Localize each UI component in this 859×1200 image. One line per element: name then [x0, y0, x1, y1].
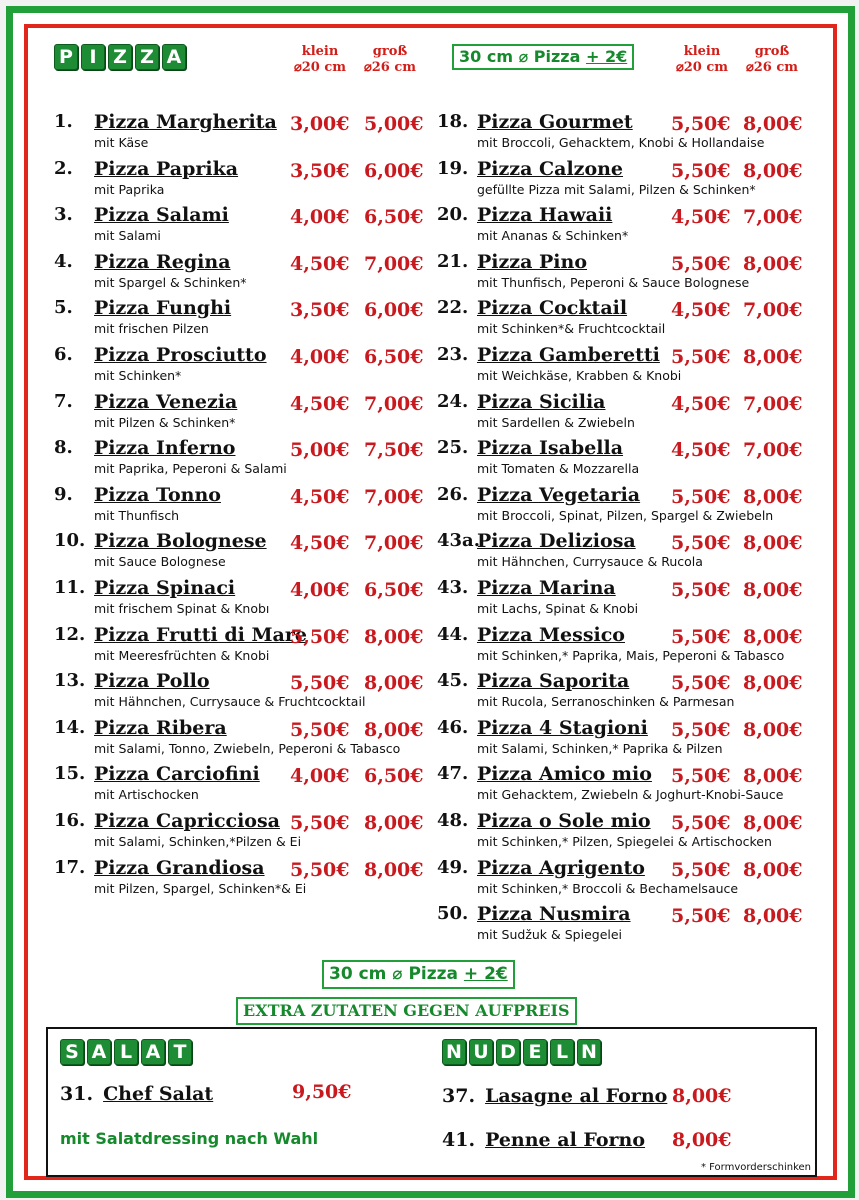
- item-name: Pizza Amico mio: [477, 763, 652, 786]
- menu-item: [437, 251, 827, 297]
- price-small: 5,50€: [671, 252, 731, 275]
- item-name: Pizza Sicilia: [477, 390, 606, 413]
- size-large-header-left: groß ⌀26 cm: [363, 44, 417, 75]
- price-large: 7,00€: [743, 439, 803, 462]
- menu-item: [54, 251, 434, 297]
- price-large: 7,00€: [743, 299, 803, 322]
- title-letter-tile: N: [442, 1039, 466, 1065]
- item-description: mit Pilzen & Schinken*: [94, 414, 236, 430]
- promo-label-top: 30 cm ⌀ Pizza + 2€: [452, 44, 634, 70]
- item-name: Pizza Margherita: [94, 111, 277, 133]
- price-large: 8,00€: [743, 765, 803, 788]
- item-description: mit Schinken,* Paprika, Mais, Peperoni & Tabasco: [477, 647, 785, 663]
- title-letter-tile: L: [550, 1039, 574, 1065]
- menu-item: [54, 297, 434, 343]
- price-small: 3,50€: [290, 159, 350, 182]
- price-large: 6,50€: [364, 579, 424, 601]
- item-number: 4.: [54, 250, 73, 272]
- item-description: mit Pilzen, Spargel, Schinken*& Ei: [94, 880, 307, 896]
- item-name: Pizza Tonno: [94, 483, 221, 506]
- price-small: 5,50€: [671, 905, 731, 928]
- item-description: mit Tomaten & Mozzarella: [477, 461, 640, 477]
- menu-item: [54, 857, 434, 903]
- price-large: 8,00€: [743, 346, 803, 368]
- price-large: 7,50€: [364, 439, 424, 462]
- price-small: 3,50€: [290, 299, 350, 322]
- menu-item: [437, 204, 827, 250]
- menu-item: [437, 530, 827, 576]
- price-small: 4,50€: [671, 299, 731, 322]
- price-small: 4,50€: [671, 439, 731, 462]
- item-number: 43.: [437, 577, 469, 598]
- price-small: 4,00€: [290, 765, 350, 788]
- menu-item: [437, 763, 827, 809]
- menu-item: [54, 437, 434, 483]
- item-description: mit Hähnchen, Currysauce & Rucola: [477, 554, 703, 570]
- menu-item: [54, 577, 434, 623]
- item-description: mit Broccoli, Gehacktem, Knobi & Hollandaise: [477, 135, 765, 150]
- menu-item: [437, 111, 827, 157]
- item-description: gefüllte Pizza mit Salami, Pilzen & Schinken*: [477, 181, 756, 197]
- nudeln-item-price: 8,00€: [672, 1129, 732, 1151]
- price-small: 5,50€: [290, 672, 350, 695]
- menu-item: [437, 158, 827, 204]
- menu-item: [437, 344, 827, 390]
- item-name: Pizza Salami: [94, 204, 229, 227]
- salat-title: [60, 1039, 192, 1065]
- price-large: 8,00€: [364, 625, 424, 648]
- item-description: mit Salami: [94, 228, 161, 244]
- title-letter-tile: I: [81, 44, 105, 70]
- item-description: mit Paprika: [94, 181, 165, 197]
- price-large: 7,00€: [743, 206, 803, 229]
- item-description: mit Paprika, Peperoni & Salami: [94, 461, 287, 477]
- menu-item: [437, 810, 827, 856]
- price-large: 8,00€: [743, 252, 803, 275]
- item-description: mit Broccoli, Spinat, Pilzen, Spargel & Zwiebeln: [477, 507, 774, 523]
- salat-item: 31. Chef Salat: [60, 1083, 214, 1105]
- price-large: 8,00€: [743, 113, 803, 135]
- item-number: 49.: [437, 856, 469, 878]
- price-large: 8,00€: [743, 812, 803, 834]
- price-small: 4,50€: [671, 392, 731, 415]
- item-number: 21.: [437, 250, 469, 272]
- price-small: 5,50€: [671, 159, 731, 182]
- item-name: Pizza Funghi: [94, 297, 232, 320]
- item-number: 45.: [437, 670, 469, 692]
- item-number: 16.: [54, 810, 86, 831]
- price-small: 5,50€: [671, 765, 731, 788]
- item-name: Pizza Gourmet: [477, 111, 633, 133]
- promo-label-center: 30 cm ⌀ Pizza + 2€: [322, 960, 515, 989]
- salat-nudeln-box: [46, 1027, 817, 1177]
- item-description: mit Meeresfrüchten & Knobi: [94, 647, 270, 663]
- item-description: mit Sudžuk & Spiegelei: [477, 927, 623, 943]
- item-description: mit Thunfisch, Peperoni & Sauce Bolognese: [477, 274, 750, 290]
- price-large: 8,00€: [364, 858, 424, 881]
- price-large: 6,00€: [364, 299, 424, 322]
- item-name: Pizza Inferno: [94, 437, 236, 460]
- price-large: 8,00€: [743, 905, 803, 928]
- menu-item: [54, 810, 434, 856]
- item-number: 26.: [437, 483, 469, 505]
- item-number: 13.: [54, 670, 86, 692]
- item-number: 50.: [437, 903, 469, 925]
- menu-item: [437, 624, 827, 670]
- item-number: 12.: [54, 623, 86, 645]
- price-large: 8,00€: [364, 812, 424, 834]
- item-name: Pizza Grandiosa: [94, 856, 265, 879]
- menu-item: [437, 717, 827, 763]
- price-large: 8,00€: [743, 579, 803, 601]
- item-description: mit Hähnchen, Currysauce & Fruchtcocktail: [94, 694, 366, 710]
- title-letter-tile: Z: [108, 44, 132, 70]
- item-description: mit Lachs, Spinat & Knobi: [477, 601, 639, 616]
- price-large: 7,00€: [364, 252, 424, 275]
- item-name: Pizza Agrigento: [477, 856, 645, 879]
- item-number: 8.: [54, 437, 73, 459]
- title-letter-tile: T: [168, 1039, 192, 1065]
- menu-item: [54, 763, 434, 809]
- menu-item: [437, 857, 827, 903]
- item-name: Pizza Carciofini: [94, 763, 260, 786]
- footnote: * Formvorderschinken: [700, 1162, 811, 1173]
- price-small: 4,50€: [290, 485, 350, 508]
- item-number: 48.: [437, 810, 469, 831]
- price-large: 6,50€: [364, 206, 424, 229]
- item-description: mit Ananas & Schinken*: [477, 228, 629, 244]
- item-description: mit Schinken,* Broccoli & Bechamelsauce: [477, 880, 739, 896]
- title-letter-tile: A: [162, 44, 186, 70]
- menu-item: [437, 437, 827, 483]
- item-number: 1.: [54, 111, 73, 132]
- item-name: Pizza Isabella: [477, 437, 624, 460]
- price-small: 5,50€: [671, 812, 731, 834]
- price-large: 8,00€: [743, 625, 803, 648]
- price-small: 5,50€: [290, 718, 350, 741]
- price-small: 5,50€: [671, 625, 731, 648]
- menu-item: [54, 391, 434, 437]
- title-letter-tile: L: [114, 1039, 138, 1065]
- item-description: mit Weichkäse, Krabben & Knobi: [477, 368, 682, 383]
- price-large: 8,00€: [743, 718, 803, 741]
- title-letter-tile: D: [496, 1039, 520, 1065]
- item-number: 14.: [54, 716, 86, 738]
- item-name: Pizza Deliziosa: [477, 530, 636, 553]
- menu-item: [54, 530, 434, 576]
- price-large: 7,00€: [364, 532, 424, 555]
- title-letter-tile: P: [54, 44, 78, 70]
- price-large: 8,00€: [364, 718, 424, 741]
- item-name: Pizza Pino: [477, 250, 588, 273]
- salat-item-price: 9,50€: [292, 1081, 352, 1103]
- item-number: 17.: [54, 856, 86, 878]
- price-small: 5,50€: [671, 718, 731, 741]
- price-small: 5,50€: [671, 113, 731, 135]
- price-large: 8,00€: [743, 159, 803, 182]
- price-large: 8,00€: [743, 672, 803, 695]
- menu-item: [437, 577, 827, 623]
- item-number: 9.: [54, 483, 73, 505]
- price-large: 7,00€: [364, 392, 424, 415]
- item-name: Pizza Vegetaria: [477, 483, 641, 506]
- price-small: 5,50€: [671, 858, 731, 881]
- item-name: Pizza Nusmira: [477, 903, 631, 926]
- item-description: mit Schinken,* Pilzen, Spiegelei & Artischocken: [477, 834, 772, 849]
- item-name: Pizza Capricciosa: [94, 810, 280, 832]
- title-letter-tile: A: [141, 1039, 165, 1065]
- price-small: 4,00€: [290, 579, 350, 601]
- price-small: 5,50€: [671, 579, 731, 601]
- item-name: Pizza Hawaii: [477, 204, 613, 227]
- price-large: 8,00€: [743, 858, 803, 881]
- item-number: 15.: [54, 763, 86, 785]
- item-description: mit Rucola, Serranoschinken & Parmesan: [477, 694, 735, 710]
- item-number: 23.: [437, 344, 469, 365]
- item-number: 46.: [437, 716, 469, 738]
- item-description: mit Schinken*& Fruchtcocktail: [477, 321, 666, 337]
- item-number: 10.: [54, 530, 86, 552]
- nudeln-item-price: 8,00€: [672, 1085, 732, 1107]
- price-large: 8,00€: [364, 672, 424, 695]
- item-description: mit Spargel & Schinken*: [94, 274, 247, 290]
- item-description: mit Gehacktem, Zwiebeln & Joghurt-Knobi-Sauce: [477, 787, 784, 803]
- title-letter-tile: U: [469, 1039, 493, 1065]
- price-large: 7,00€: [364, 485, 424, 508]
- nudeln-item: 41. Penne al Forno: [442, 1129, 646, 1151]
- item-description: mit Salami, Tonno, Zwiebeln, Peperoni & Tabasco: [94, 740, 401, 756]
- menu-item: [54, 344, 434, 390]
- item-name: Pizza Paprika: [94, 157, 239, 180]
- price-large: 7,00€: [743, 392, 803, 415]
- item-number: 44.: [437, 623, 469, 645]
- menu-item: [54, 670, 434, 716]
- price-small: 5,50€: [671, 485, 731, 508]
- menu-item: [54, 484, 434, 530]
- menu-item: [437, 297, 827, 343]
- extras-banner: EXTRA ZUTATEN GEGEN AUFPREIS: [236, 997, 577, 1025]
- item-name: Pizza Regina: [94, 250, 231, 273]
- title-letter-tile: N: [577, 1039, 601, 1065]
- pizza-title: [54, 44, 186, 70]
- salat-note: mit Salatdressing nach Wahl: [60, 1129, 319, 1148]
- item-description: mit Thunfisch: [94, 507, 180, 523]
- title-letter-tile: S: [60, 1039, 84, 1065]
- item-description: mit Salami, Schinken,* Paprika & Pilzen: [477, 740, 723, 756]
- price-small: 4,00€: [290, 206, 350, 229]
- item-description: mit frischem Spinat & Knobı: [94, 601, 270, 616]
- nudeln-item: 37. Lasagne al Forno: [442, 1085, 668, 1107]
- menu-item: [437, 903, 827, 949]
- menu-item: [54, 111, 434, 157]
- item-name: Pizza Ribera: [94, 716, 227, 739]
- price-small: 5,50€: [290, 858, 350, 881]
- menu-item: [54, 158, 434, 204]
- price-large: 8,00€: [743, 485, 803, 508]
- price-small: 4,50€: [290, 532, 350, 555]
- nudeln-title: [442, 1039, 601, 1065]
- item-description: mit Salami, Schinken,*Pilzen & Ei: [94, 834, 302, 849]
- title-letter-tile: E: [523, 1039, 547, 1065]
- item-number: 18.: [437, 111, 469, 132]
- size-large-header-right: groß ⌀26 cm: [745, 44, 799, 75]
- item-name: Pizza Marina: [477, 577, 616, 599]
- item-description: mit Artischocken: [94, 787, 199, 803]
- menu-item: [54, 717, 434, 763]
- item-name: Pizza 4 Stagioni: [477, 716, 648, 739]
- menu-item: [437, 484, 827, 530]
- price-small: 3,00€: [290, 113, 350, 135]
- price-small: 5,50€: [671, 672, 731, 695]
- item-number: 43a.: [437, 530, 480, 552]
- item-description: mit Sauce Bolognese: [94, 554, 226, 570]
- price-large: 5,00€: [364, 113, 424, 135]
- item-name: Pizza Cocktail: [477, 297, 628, 320]
- menu-item: [437, 391, 827, 437]
- price-small: 5,50€: [290, 625, 350, 648]
- item-description: mit Schinken*: [94, 368, 182, 383]
- size-small-header-left: klein ⌀20 cm: [293, 44, 347, 75]
- title-letter-tile: A: [87, 1039, 111, 1065]
- item-number: 22.: [437, 297, 469, 319]
- item-name: Pizza Prosciutto: [94, 344, 267, 366]
- item-name: Pizza Pollo: [94, 670, 210, 693]
- item-name: Pizza Gamberetti: [477, 344, 660, 366]
- menu-item: [54, 624, 434, 670]
- item-number: 7.: [54, 390, 73, 412]
- price-small: 5,00€: [290, 439, 350, 462]
- item-number: 11.: [54, 577, 86, 598]
- size-small-header-right: klein ⌀20 cm: [675, 44, 729, 75]
- item-description: mit frischen Pilzen: [94, 321, 209, 337]
- price-small: 4,50€: [290, 392, 350, 415]
- price-large: 8,00€: [743, 532, 803, 555]
- item-name: Pizza Venezia: [94, 390, 238, 413]
- item-number: 24.: [437, 390, 469, 412]
- item-name: Pizza Saporita: [477, 670, 630, 693]
- item-number: 25.: [437, 437, 469, 459]
- title-letter-tile: Z: [135, 44, 159, 70]
- item-name: Pizza Spinaci: [94, 577, 236, 599]
- item-name: Pizza Messico: [477, 623, 625, 646]
- price-small: 5,50€: [671, 532, 731, 555]
- price-large: 6,50€: [364, 346, 424, 368]
- price-large: 6,00€: [364, 159, 424, 182]
- item-number: 6.: [54, 344, 73, 365]
- price-small: 4,00€: [290, 346, 350, 368]
- menu-item: [437, 670, 827, 716]
- item-name: Pizza Calzone: [477, 157, 624, 180]
- item-description: mit Käse: [94, 135, 149, 150]
- price-large: 6,50€: [364, 765, 424, 788]
- item-number: 19.: [437, 157, 469, 179]
- item-number: 3.: [54, 204, 73, 226]
- price-small: 5,50€: [290, 812, 350, 834]
- item-description: mit Sardellen & Zwiebeln: [477, 414, 635, 430]
- item-number: 47.: [437, 763, 469, 785]
- item-name: Pizza o Sole mio: [477, 810, 651, 832]
- price-small: 4,50€: [671, 206, 731, 229]
- menu-item: [54, 204, 434, 250]
- item-number: 5.: [54, 297, 73, 319]
- item-number: 20.: [437, 204, 469, 226]
- price-small: 4,50€: [290, 252, 350, 275]
- item-number: 2.: [54, 157, 73, 179]
- price-small: 5,50€: [671, 346, 731, 368]
- item-name: Pizza Bolognese: [94, 530, 267, 553]
- item-name: Pizza Frutti di Mare: [94, 623, 307, 646]
